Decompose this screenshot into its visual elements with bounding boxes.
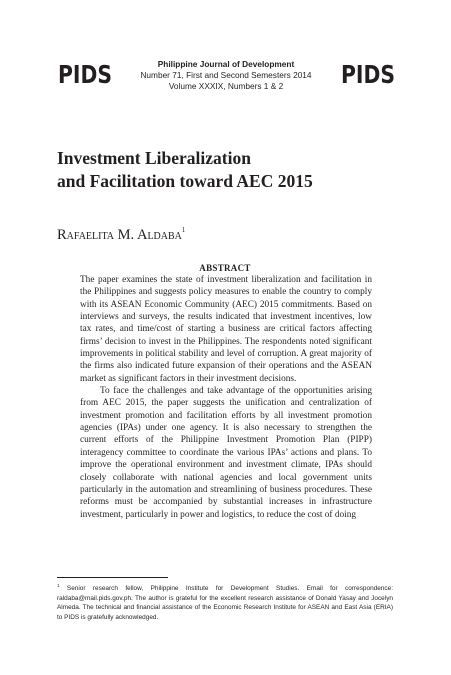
- journal-name: Philippine Journal of Development: [157, 59, 295, 69]
- pids-logo-left: [57, 59, 113, 89]
- journal-issue: Number 71, First and Second Semesters 2014: [140, 70, 312, 80]
- logo-text: PIDS: [58, 60, 112, 89]
- footnote-mark: 1: [57, 583, 60, 588]
- footnote: [57, 581, 393, 622]
- author-footnote-mark: 1: [181, 226, 186, 234]
- pids-logo-right: [340, 59, 396, 89]
- abstract-paragraph-1: The paper examines the state of investment liberalization and facilitation in the Philippines and suggests policy measures to enable the country to comply with its ASEAN Economic Community (AEC) 2015 commitments. Based on interviews and surveys, the results indicated that investment incentives, low tax rates, and time/cost of starting a business are critical factors affecting firms’ decision to invest in the Philippines. The respondents noted significant improvements in political stability and level of corruption. A great majority of the firms also indicated future expansion of their operations and the ASEAN market as significant factors in their investment decisions.: [80, 275, 372, 384]
- abstract-heading: ABSTRACT: [199, 263, 251, 273]
- abstract-body: [80, 274, 372, 521]
- footnote-text: Senior research fellow, Philippine Institute for Development Studies. Email for correspondence: raldaba@mail.pids.gov.ph. The author is grateful for the excellent research assistance of Donald Yasay and Jocelyn Almeda. The technical and financial assistance of the Economic Research Institute for ASEAN and East Asia (ERIA) to PIDS is gratefully acknowledged.: [57, 585, 393, 621]
- journal-volume: Volume XXXIX, Numbers 1 & 2: [168, 81, 284, 91]
- title-line-1: Investment Liberalization: [57, 148, 251, 168]
- author-byline: [57, 221, 185, 244]
- abstract-paragraph-2: To face the challenges and take advantage of the opportunities arising from AEC 2015, the paper suggests the unification and centralization of investment promotion and facilitation efforts by all investment promotion agencies (IPAs) under one agency. It is also necessary to strengthen the current efforts of the Philippine Investment Promotion Plan (PIPP) interagency committee to coordinate the various IPAs’ actions and plans. To improve the operational environment and investment climate, IPAs should closely collaborate with national agencies and local government units particularly in the automation and streamlining of business procedures. These reforms must be accompanied by substantial increases in infrastructure investment, particularly in power and logistics, to reduce the cost of doing: [80, 386, 372, 520]
- footnote-rule: [57, 577, 168, 578]
- journal-header: [120, 59, 332, 92]
- author-name: Rafaelita M. Aldaba: [57, 227, 182, 243]
- title-line-2: and Facilitation toward AEC 2015: [57, 171, 313, 191]
- article-title: [57, 147, 397, 193]
- logo-text: PIDS: [341, 60, 395, 89]
